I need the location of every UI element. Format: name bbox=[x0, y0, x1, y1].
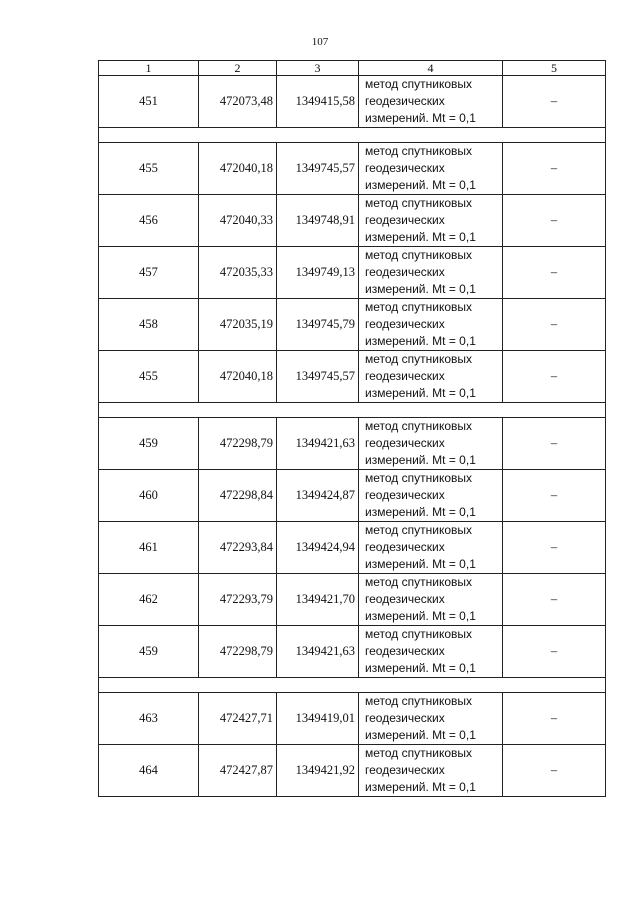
note-cell: – bbox=[503, 626, 606, 678]
point-number-cell: 458 bbox=[99, 299, 199, 351]
x-coordinate-cell: 472040,18 bbox=[199, 143, 277, 195]
y-coordinate-cell: 1349421,92 bbox=[277, 745, 359, 797]
point-number-cell: 463 bbox=[99, 693, 199, 745]
method-cell: метод спутниковых геодезических измерений. Mt = 0,1 bbox=[359, 195, 503, 247]
column-header: 4 bbox=[359, 61, 503, 76]
y-coordinate-cell: 1349748,91 bbox=[277, 195, 359, 247]
column-header: 1 bbox=[99, 61, 199, 76]
method-cell: метод спутниковых геодезических измерений. Mt = 0,1 bbox=[359, 351, 503, 403]
note-cell: – bbox=[503, 143, 606, 195]
note-cell: – bbox=[503, 247, 606, 299]
x-coordinate-cell: 472040,33 bbox=[199, 195, 277, 247]
point-number-cell: 455 bbox=[99, 351, 199, 403]
method-cell: метод спутниковых геодезических измерений. Mt = 0,1 bbox=[359, 299, 503, 351]
y-coordinate-cell: 1349419,01 bbox=[277, 693, 359, 745]
coordinates-table bbox=[98, 60, 606, 797]
table-row bbox=[99, 574, 606, 626]
x-coordinate-cell: 472427,71 bbox=[199, 693, 277, 745]
y-coordinate-cell: 1349745,57 bbox=[277, 143, 359, 195]
y-coordinate-cell: 1349421,70 bbox=[277, 574, 359, 626]
point-number-cell: 460 bbox=[99, 470, 199, 522]
point-number-cell: 455 bbox=[99, 143, 199, 195]
page-number: 107 bbox=[311, 36, 329, 48]
column-header: 3 bbox=[277, 61, 359, 76]
method-cell: метод спутниковых геодезических измерений. Mt = 0,1 bbox=[359, 143, 503, 195]
x-coordinate-cell: 472073,48 bbox=[199, 76, 277, 128]
point-number-cell: 464 bbox=[99, 745, 199, 797]
method-cell: метод спутниковых геодезических измерений. Mt = 0,1 bbox=[359, 626, 503, 678]
method-cell: метод спутниковых геодезических измерений. Mt = 0,1 bbox=[359, 522, 503, 574]
method-cell: метод спутниковых геодезических измерений. Mt = 0,1 bbox=[359, 247, 503, 299]
x-coordinate-cell: 472298,79 bbox=[199, 626, 277, 678]
note-cell: – bbox=[503, 418, 606, 470]
separator-cell bbox=[99, 403, 606, 418]
table-row bbox=[99, 299, 606, 351]
table-row bbox=[99, 247, 606, 299]
table-row bbox=[99, 626, 606, 678]
table-row bbox=[99, 522, 606, 574]
x-coordinate-cell: 472298,84 bbox=[199, 470, 277, 522]
note-cell: – bbox=[503, 693, 606, 745]
point-number-cell: 451 bbox=[99, 76, 199, 128]
x-coordinate-cell: 472427,87 bbox=[199, 745, 277, 797]
separator-cell bbox=[99, 678, 606, 693]
table-row bbox=[99, 76, 606, 128]
note-cell: – bbox=[503, 299, 606, 351]
point-number-cell: 457 bbox=[99, 247, 199, 299]
table-row bbox=[99, 195, 606, 247]
note-cell: – bbox=[503, 195, 606, 247]
table-row bbox=[99, 418, 606, 470]
x-coordinate-cell: 472293,84 bbox=[199, 522, 277, 574]
y-coordinate-cell: 1349749,13 bbox=[277, 247, 359, 299]
y-coordinate-cell: 1349415,58 bbox=[277, 76, 359, 128]
table-header-row bbox=[99, 61, 606, 76]
method-cell: метод спутниковых геодезических измерений. Mt = 0,1 bbox=[359, 745, 503, 797]
method-cell: метод спутниковых геодезических измерений. Mt = 0,1 bbox=[359, 574, 503, 626]
table-row bbox=[99, 351, 606, 403]
point-number-cell: 459 bbox=[99, 626, 199, 678]
x-coordinate-cell: 472293,79 bbox=[199, 574, 277, 626]
table-row bbox=[99, 693, 606, 745]
y-coordinate-cell: 1349745,79 bbox=[277, 299, 359, 351]
group-separator-row bbox=[99, 678, 606, 693]
y-coordinate-cell: 1349424,87 bbox=[277, 470, 359, 522]
y-coordinate-cell: 1349421,63 bbox=[277, 626, 359, 678]
method-cell: метод спутниковых геодезических измерений. Mt = 0,1 bbox=[359, 693, 503, 745]
y-coordinate-cell: 1349745,57 bbox=[277, 351, 359, 403]
x-coordinate-cell: 472298,79 bbox=[199, 418, 277, 470]
method-cell: метод спутниковых геодезических измерений. Mt = 0,1 bbox=[359, 76, 503, 128]
column-header: 5 bbox=[503, 61, 606, 76]
note-cell: – bbox=[503, 351, 606, 403]
method-cell: метод спутниковых геодезических измерений. Mt = 0,1 bbox=[359, 470, 503, 522]
note-cell: – bbox=[503, 745, 606, 797]
column-header: 2 bbox=[199, 61, 277, 76]
method-cell: метод спутниковых геодезических измерений. Mt = 0,1 bbox=[359, 418, 503, 470]
group-separator-row bbox=[99, 403, 606, 418]
point-number-cell: 459 bbox=[99, 418, 199, 470]
x-coordinate-cell: 472035,19 bbox=[199, 299, 277, 351]
separator-cell bbox=[99, 128, 606, 143]
table-body bbox=[99, 76, 606, 797]
x-coordinate-cell: 472035,33 bbox=[199, 247, 277, 299]
table-row bbox=[99, 745, 606, 797]
table-row bbox=[99, 143, 606, 195]
y-coordinate-cell: 1349421,63 bbox=[277, 418, 359, 470]
point-number-cell: 456 bbox=[99, 195, 199, 247]
group-separator-row bbox=[99, 128, 606, 143]
table-row bbox=[99, 470, 606, 522]
x-coordinate-cell: 472040,18 bbox=[199, 351, 277, 403]
note-cell: – bbox=[503, 470, 606, 522]
note-cell: – bbox=[503, 574, 606, 626]
y-coordinate-cell: 1349424,94 bbox=[277, 522, 359, 574]
point-number-cell: 461 bbox=[99, 522, 199, 574]
point-number-cell: 462 bbox=[99, 574, 199, 626]
note-cell: – bbox=[503, 522, 606, 574]
note-cell: – bbox=[503, 76, 606, 128]
